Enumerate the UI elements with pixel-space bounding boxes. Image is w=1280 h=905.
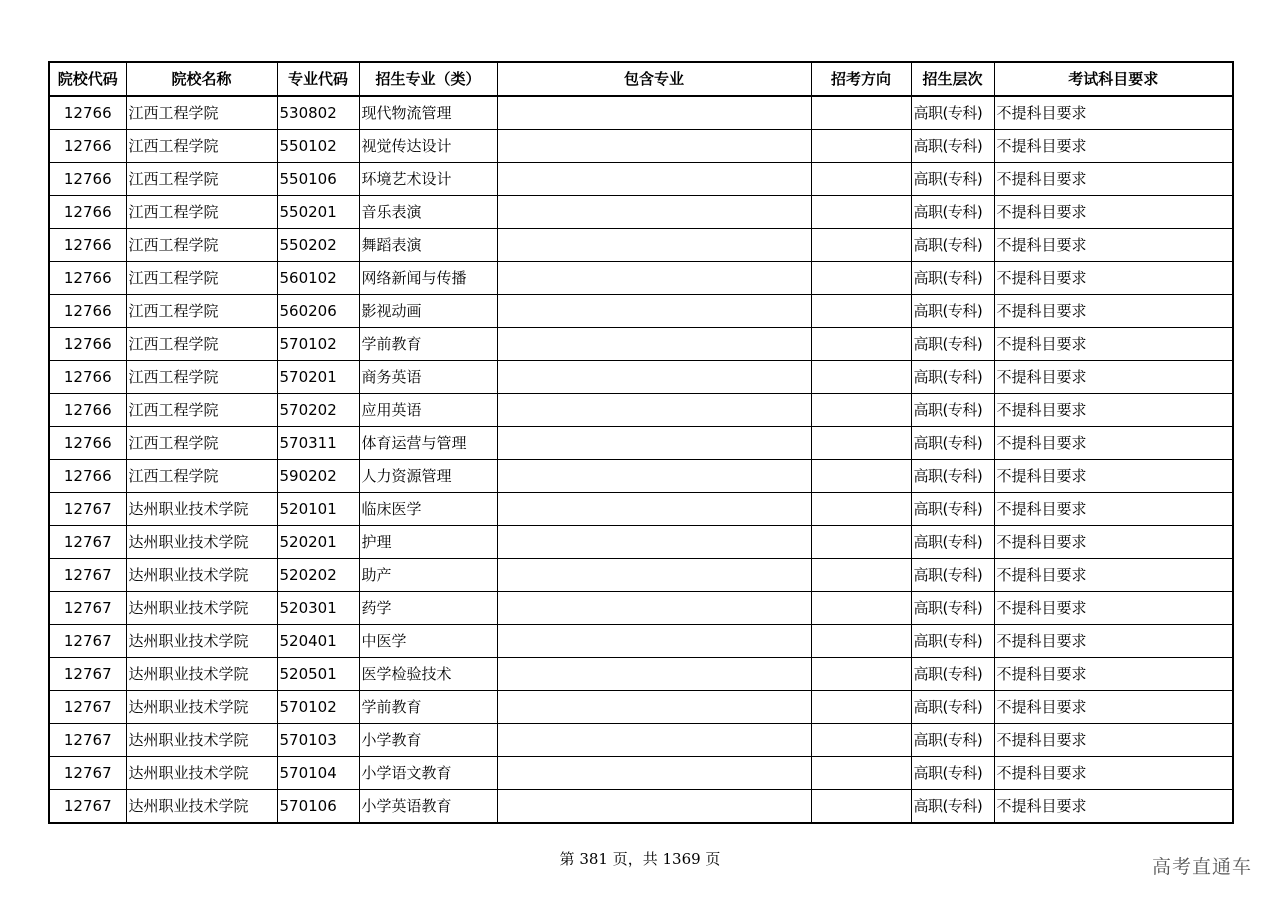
cell-included-majors: [497, 592, 811, 625]
cell-school-code: 12767: [49, 559, 126, 592]
cell-direction: [811, 361, 911, 394]
cell-major: 中医学: [359, 625, 497, 658]
table-row: [49, 130, 1233, 163]
cell-direction: [811, 559, 911, 592]
cell-major-code: 520501: [277, 658, 359, 691]
cell-school-name: 江西工程学院: [126, 196, 277, 229]
cell-major: 临床医学: [359, 493, 497, 526]
cell-school-name: 江西工程学院: [126, 262, 277, 295]
cell-included-majors: [497, 427, 811, 460]
cell-major: 小学英语教育: [359, 790, 497, 824]
cell-direction: [811, 295, 911, 328]
cell-major: 商务英语: [359, 361, 497, 394]
cell-school-name: 达州职业技术学院: [126, 790, 277, 824]
cell-major: 音乐表演: [359, 196, 497, 229]
cell-school-code: 12767: [49, 790, 126, 824]
cell-direction: [811, 724, 911, 757]
cell-school-code: 12767: [49, 658, 126, 691]
cell-level: 高职(专科): [911, 691, 994, 724]
table-body: [49, 96, 1233, 823]
cell-direction: [811, 658, 911, 691]
cell-school-name: 达州职业技术学院: [126, 658, 277, 691]
cell-major-code: 520101: [277, 493, 359, 526]
cell-subject-requirement: 不提科目要求: [994, 229, 1233, 262]
cell-major: 学前教育: [359, 328, 497, 361]
cell-major-code: 570311: [277, 427, 359, 460]
table-row: [49, 559, 1233, 592]
table-row: [49, 691, 1233, 724]
cell-included-majors: [497, 328, 811, 361]
header-school-name: 院校名称: [126, 62, 277, 96]
cell-level: 高职(专科): [911, 163, 994, 196]
table-row: [49, 328, 1233, 361]
cell-included-majors: [497, 295, 811, 328]
cell-major-code: 550106: [277, 163, 359, 196]
cell-level: 高职(专科): [911, 130, 994, 163]
cell-level: 高职(专科): [911, 625, 994, 658]
cell-major: 应用英语: [359, 394, 497, 427]
cell-subject-requirement: 不提科目要求: [994, 460, 1233, 493]
cell-major: 舞蹈表演: [359, 229, 497, 262]
cell-level: 高职(专科): [911, 394, 994, 427]
cell-direction: [811, 592, 911, 625]
page-number: 第 381 页，共 1369 页: [559, 850, 721, 868]
cell-major: 小学教育: [359, 724, 497, 757]
cell-included-majors: [497, 262, 811, 295]
header-subject-requirement: 考试科目要求: [994, 62, 1233, 96]
cell-school-name: 达州职业技术学院: [126, 724, 277, 757]
cell-school-name: 达州职业技术学院: [126, 592, 277, 625]
cell-direction: [811, 394, 911, 427]
cell-subject-requirement: 不提科目要求: [994, 724, 1233, 757]
cell-level: 高职(专科): [911, 328, 994, 361]
cell-school-name: 江西工程学院: [126, 130, 277, 163]
cell-direction: [811, 96, 911, 130]
cell-direction: [811, 493, 911, 526]
cell-school-name: 达州职业技术学院: [126, 559, 277, 592]
cell-subject-requirement: 不提科目要求: [994, 790, 1233, 824]
cell-subject-requirement: 不提科目要求: [994, 163, 1233, 196]
cell-school-code: 12766: [49, 130, 126, 163]
cell-level: 高职(专科): [911, 526, 994, 559]
cell-included-majors: [497, 196, 811, 229]
cell-included-majors: [497, 757, 811, 790]
table-row: [49, 229, 1233, 262]
cell-school-code: 12766: [49, 361, 126, 394]
cell-level: 高职(专科): [911, 262, 994, 295]
cell-level: 高职(专科): [911, 295, 994, 328]
cell-major-code: 530802: [277, 96, 359, 130]
cell-included-majors: [497, 559, 811, 592]
cell-school-code: 12767: [49, 691, 126, 724]
cell-major: 学前教育: [359, 691, 497, 724]
cell-direction: [811, 790, 911, 824]
cell-major-code: 570103: [277, 724, 359, 757]
admissions-table: [48, 61, 1234, 824]
cell-level: 高职(专科): [911, 790, 994, 824]
cell-included-majors: [497, 724, 811, 757]
cell-major-code: 520202: [277, 559, 359, 592]
cell-major: 小学语文教育: [359, 757, 497, 790]
cell-school-code: 12767: [49, 526, 126, 559]
table-row: [49, 757, 1233, 790]
cell-major-code: 570106: [277, 790, 359, 824]
cell-subject-requirement: 不提科目要求: [994, 526, 1233, 559]
cell-level: 高职(专科): [911, 196, 994, 229]
cell-direction: [811, 328, 911, 361]
cell-included-majors: [497, 163, 811, 196]
cell-major: 环境艺术设计: [359, 163, 497, 196]
cell-school-name: 达州职业技术学院: [126, 625, 277, 658]
cell-major: 影视动画: [359, 295, 497, 328]
cell-subject-requirement: 不提科目要求: [994, 559, 1233, 592]
table-row: [49, 790, 1233, 824]
cell-major: 现代物流管理: [359, 96, 497, 130]
cell-major-code: 560102: [277, 262, 359, 295]
table-row: [49, 724, 1233, 757]
cell-direction: [811, 460, 911, 493]
cell-subject-requirement: 不提科目要求: [994, 361, 1233, 394]
cell-school-code: 12766: [49, 460, 126, 493]
cell-major: 视觉传达设计: [359, 130, 497, 163]
cell-major: 医学检验技术: [359, 658, 497, 691]
table-row: [49, 262, 1233, 295]
cell-subject-requirement: 不提科目要求: [994, 262, 1233, 295]
cell-school-name: 江西工程学院: [126, 460, 277, 493]
cell-included-majors: [497, 691, 811, 724]
cell-level: 高职(专科): [911, 96, 994, 130]
cell-major-code: 550201: [277, 196, 359, 229]
cell-major: 护理: [359, 526, 497, 559]
cell-subject-requirement: 不提科目要求: [994, 394, 1233, 427]
header-level: 招生层次: [911, 62, 994, 96]
cell-school-name: 江西工程学院: [126, 394, 277, 427]
cell-direction: [811, 757, 911, 790]
cell-school-name: 达州职业技术学院: [126, 493, 277, 526]
table-row: [49, 394, 1233, 427]
table-row: [49, 526, 1233, 559]
cell-subject-requirement: 不提科目要求: [994, 96, 1233, 130]
cell-level: 高职(专科): [911, 559, 994, 592]
cell-major: 药学: [359, 592, 497, 625]
cell-major-code: 550202: [277, 229, 359, 262]
cell-major-code: 550102: [277, 130, 359, 163]
cell-direction: [811, 691, 911, 724]
cell-direction: [811, 262, 911, 295]
cell-included-majors: [497, 493, 811, 526]
cell-subject-requirement: 不提科目要求: [994, 196, 1233, 229]
cell-subject-requirement: 不提科目要求: [994, 757, 1233, 790]
table-row: [49, 427, 1233, 460]
cell-direction: [811, 130, 911, 163]
table-row: [49, 196, 1233, 229]
cell-school-code: 12766: [49, 427, 126, 460]
cell-subject-requirement: 不提科目要求: [994, 328, 1233, 361]
table-row: [49, 361, 1233, 394]
cell-level: 高职(专科): [911, 361, 994, 394]
cell-major-code: 570104: [277, 757, 359, 790]
header-school-code: 院校代码: [49, 62, 126, 96]
cell-direction: [811, 196, 911, 229]
cell-direction: [811, 625, 911, 658]
cell-subject-requirement: 不提科目要求: [994, 427, 1233, 460]
cell-major-code: 520301: [277, 592, 359, 625]
cell-subject-requirement: 不提科目要求: [994, 658, 1233, 691]
watermark-text: 高考直通车: [1151, 856, 1252, 878]
cell-included-majors: [497, 130, 811, 163]
cell-direction: [811, 526, 911, 559]
table-row: [49, 460, 1233, 493]
cell-included-majors: [497, 460, 811, 493]
table-row: [49, 163, 1233, 196]
cell-included-majors: [497, 526, 811, 559]
cell-major: 人力资源管理: [359, 460, 497, 493]
cell-direction: [811, 163, 911, 196]
header-included-majors: 包含专业: [497, 62, 811, 96]
cell-school-code: 12766: [49, 262, 126, 295]
cell-included-majors: [497, 96, 811, 130]
cell-subject-requirement: 不提科目要求: [994, 295, 1233, 328]
cell-school-code: 12766: [49, 229, 126, 262]
cell-school-name: 江西工程学院: [126, 328, 277, 361]
cell-major-code: 570201: [277, 361, 359, 394]
cell-school-code: 12766: [49, 163, 126, 196]
cell-school-code: 12766: [49, 96, 126, 130]
cell-direction: [811, 229, 911, 262]
cell-school-name: 江西工程学院: [126, 295, 277, 328]
cell-subject-requirement: 不提科目要求: [994, 493, 1233, 526]
cell-school-name: 江西工程学院: [126, 361, 277, 394]
cell-major-code: 590202: [277, 460, 359, 493]
cell-school-name: 达州职业技术学院: [126, 757, 277, 790]
cell-level: 高职(专科): [911, 229, 994, 262]
cell-school-code: 12766: [49, 394, 126, 427]
cell-level: 高职(专科): [911, 592, 994, 625]
cell-major-code: 570102: [277, 328, 359, 361]
cell-school-name: 江西工程学院: [126, 96, 277, 130]
cell-school-code: 12766: [49, 196, 126, 229]
cell-subject-requirement: 不提科目要求: [994, 691, 1233, 724]
table-row: [49, 295, 1233, 328]
cell-major-code: 560206: [277, 295, 359, 328]
cell-included-majors: [497, 394, 811, 427]
cell-school-name: 江西工程学院: [126, 427, 277, 460]
cell-school-code: 12767: [49, 757, 126, 790]
table-header-row: [49, 62, 1233, 96]
table-row: [49, 493, 1233, 526]
cell-subject-requirement: 不提科目要求: [994, 130, 1233, 163]
table-row: [49, 96, 1233, 130]
cell-level: 高职(专科): [911, 493, 994, 526]
cell-school-name: 达州职业技术学院: [126, 691, 277, 724]
cell-included-majors: [497, 658, 811, 691]
cell-major: 体育运营与管理: [359, 427, 497, 460]
header-direction: 招考方向: [811, 62, 911, 96]
cell-level: 高职(专科): [911, 757, 994, 790]
header-major: 招生专业（类）: [359, 62, 497, 96]
cell-level: 高职(专科): [911, 724, 994, 757]
cell-subject-requirement: 不提科目要求: [994, 625, 1233, 658]
cell-level: 高职(专科): [911, 658, 994, 691]
cell-school-code: 12767: [49, 724, 126, 757]
cell-major-code: 570102: [277, 691, 359, 724]
cell-level: 高职(专科): [911, 427, 994, 460]
cell-school-code: 12767: [49, 493, 126, 526]
table-row: [49, 592, 1233, 625]
cell-school-name: 达州职业技术学院: [126, 526, 277, 559]
cell-included-majors: [497, 361, 811, 394]
cell-major: 助产: [359, 559, 497, 592]
cell-major-code: 520401: [277, 625, 359, 658]
cell-included-majors: [497, 229, 811, 262]
cell-subject-requirement: 不提科目要求: [994, 592, 1233, 625]
cell-direction: [811, 427, 911, 460]
cell-school-name: 江西工程学院: [126, 229, 277, 262]
cell-major: 网络新闻与传播: [359, 262, 497, 295]
cell-level: 高职(专科): [911, 460, 994, 493]
table-row: [49, 625, 1233, 658]
table-row: [49, 658, 1233, 691]
cell-school-code: 12766: [49, 328, 126, 361]
cell-major-code: 570202: [277, 394, 359, 427]
cell-school-code: 12767: [49, 625, 126, 658]
cell-school-name: 江西工程学院: [126, 163, 277, 196]
cell-included-majors: [497, 790, 811, 824]
cell-included-majors: [497, 625, 811, 658]
header-major-code: 专业代码: [277, 62, 359, 96]
cell-school-code: 12767: [49, 592, 126, 625]
cell-school-code: 12766: [49, 295, 126, 328]
cell-major-code: 520201: [277, 526, 359, 559]
